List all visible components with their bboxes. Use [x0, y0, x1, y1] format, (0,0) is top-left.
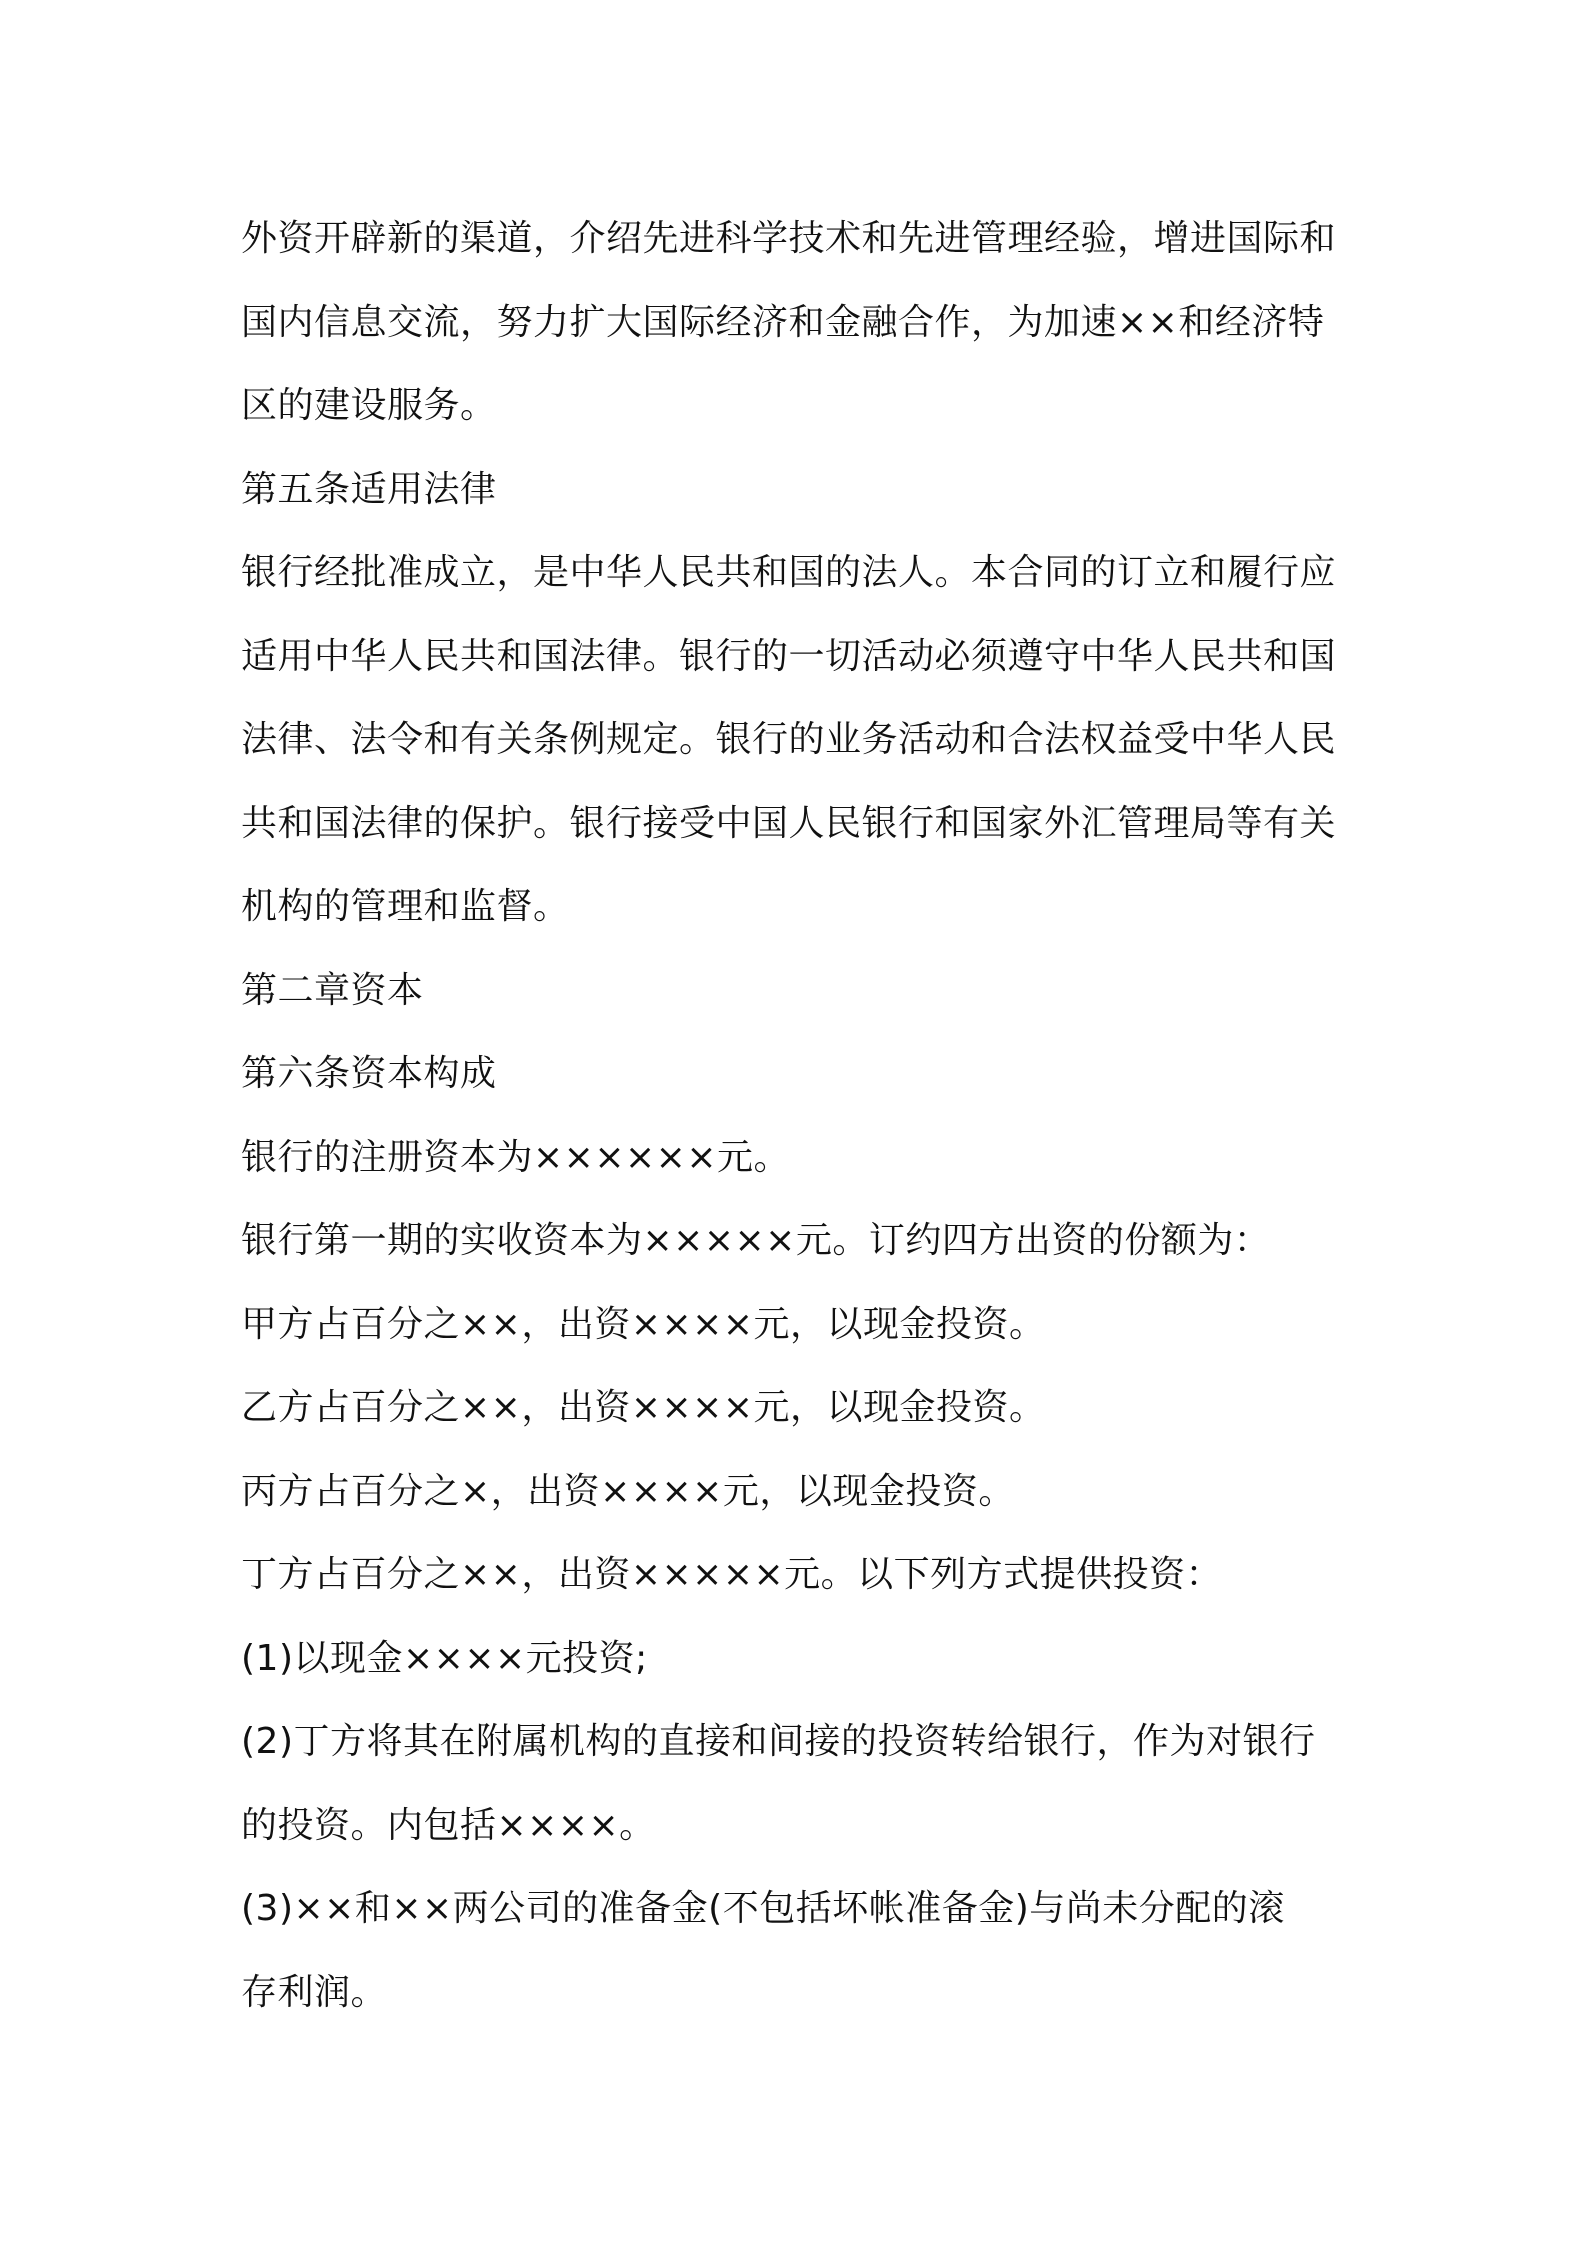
paragraph-line: 存利润。	[241, 1971, 388, 2013]
paragraph-line: 机构的管理和监督。	[241, 886, 570, 927]
paragraph-line: 银行的注册资本为××××××元。	[241, 1136, 790, 1178]
paragraph-line: 的投资。内包括××××。	[241, 1804, 656, 1846]
paragraph-line: 银行经批准成立，是中华人民共和国的法人。本合同的订立和履行应	[241, 552, 1337, 593]
section-heading-article-5: 第五条适用法律	[241, 468, 497, 510]
paragraph-line: 丁方占百分之××，出资×××××元。以下列方式提供投资：	[241, 1554, 1223, 1595]
list-item-2: (2)丁方将其在附属机构的直接和间接的投资转给银行，作为对银行	[241, 1721, 1316, 1762]
paragraph-line: 外资开辟新的渠道，介绍先进科学技术和先进管理经验，增进国际和	[241, 218, 1337, 259]
list-item-1: (1)以现金××××元投资;	[241, 1637, 648, 1679]
document-body	[241, 197, 1361, 2034]
list-item-3: (3)××和××两公司的准备金(不包括坏帐准备金)与尚未分配的滚	[241, 1888, 1285, 1929]
chapter-heading-2: 第二章资本	[241, 969, 424, 1011]
paragraph-line: 国内信息交流，努力扩大国际经济和金融合作，为加速××和经济特	[241, 301, 1325, 343]
paragraph-line: 区的建设服务。	[241, 385, 497, 426]
paragraph-line: 银行第一期的实收资本为×××××元。订约四方出资的份额为：	[241, 1220, 1271, 1261]
section-heading-article-6: 第六条资本构成	[241, 1053, 497, 1094]
paragraph-line: 乙方占百分之××，出资××××元，以现金投资。	[241, 1387, 1046, 1428]
paragraph-line: 共和国法律的保护。银行接受中国人民银行和国家外汇管理局等有关	[241, 802, 1337, 844]
paragraph-line: 丙方占百分之×，出资××××元，以现金投资。	[241, 1470, 1015, 1512]
paragraph-line: 适用中华人民共和国法律。银行的一切活动必须遵守中华人民共和国	[241, 635, 1337, 677]
paragraph-line: 法律、法令和有关条例规定。银行的业务活动和合法权益受中华人民	[241, 719, 1337, 760]
paragraph-line: 甲方占百分之××，出资××××元，以现金投资。	[241, 1303, 1046, 1345]
